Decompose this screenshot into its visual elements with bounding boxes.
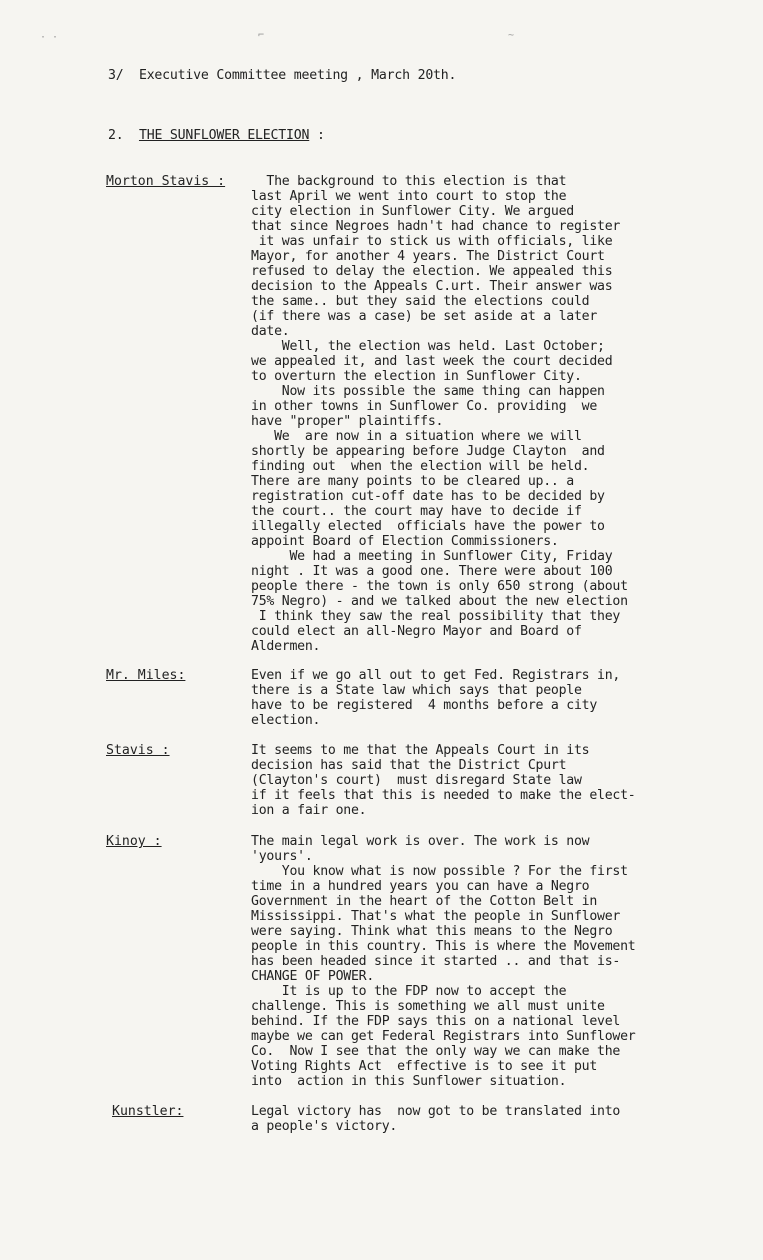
text-line: Voting Rights Act effective is to see it put [251, 1059, 598, 1074]
text-line: It seems to me that the Appeals Court in its [251, 743, 590, 758]
text-line: There are many points to be cleared up.. a [251, 474, 574, 489]
text-line: Legal victory has now got to be translated into [251, 1104, 621, 1119]
text-line: You know what is now possible ? For the first [251, 864, 628, 879]
text-line: (Clayton's court) must disregard State law [251, 773, 582, 788]
text-line: a people's victory. [251, 1119, 398, 1134]
entry-text [251, 743, 701, 818]
text-line: We are now in a situation where we will [251, 429, 582, 444]
text-line: time in a hundred years you can have a Negro [251, 879, 590, 894]
text-line: Well, the election was held. Last October; [251, 339, 605, 354]
text-line: that since Negroes hadn't had chance to register [251, 219, 621, 234]
section-colon: : [317, 128, 325, 143]
text-line: Co. Now I see that the only way we can make the [251, 1044, 621, 1059]
text-line: decision to the Appeals C.urt. Their answer was [251, 279, 613, 294]
text-line: Now its possible the same thing can happen [251, 384, 605, 399]
text-line: to overturn the election in Sunflower City. [251, 369, 582, 384]
entry-text [251, 668, 701, 728]
text-line: illegally elected officials have the power to [251, 519, 605, 534]
text-line: 'yours'. [251, 849, 313, 864]
page-header: 3/ Executive Committee meeting , March 20th. [108, 68, 457, 83]
text-line: if it feels that this is needed to make the elect- [251, 788, 636, 803]
text-line: Government in the heart of the Cotton Belt in [251, 894, 598, 909]
text-line: We had a meeting in Sunflower City, Friday [251, 549, 613, 564]
text-line: The main legal work is over. The work is now [251, 834, 590, 849]
text-line: (if there was a case) be set aside at a later [251, 309, 598, 324]
text-line: last April we went into court to stop the [251, 189, 567, 204]
text-line: 75% Negro) - and we talked about the new election [251, 594, 628, 609]
speaker-label: Morton Stavis : [106, 174, 226, 189]
text-line: could elect an all-Negro Mayor and Board of [251, 624, 582, 639]
text-line: Even if we go all out to get Fed. Registrars in, [251, 668, 621, 683]
text-line: the court.. the court may have to decide if [251, 504, 582, 519]
section-title: THE SUNFLOWER ELECTION [138, 128, 310, 143]
section-heading [108, 128, 325, 143]
text-line: were saying. Think what this means to the Negro [251, 924, 613, 939]
text-line: ion a fair one. [251, 803, 367, 818]
text-line: into action in this Sunflower situation. [251, 1074, 567, 1089]
text-line: The background to this election is that [251, 174, 567, 189]
text-line: the same.. but they said the elections could [251, 294, 590, 309]
scan-speck-mark: · · [40, 32, 59, 43]
text-line: behind. If the FDP says this on a national level [251, 1014, 621, 1029]
text-line: have "proper" plaintiffs. [251, 414, 444, 429]
scan-speck-mark: ⌐ [258, 30, 265, 41]
entry-text [251, 1104, 701, 1134]
text-line: election. [251, 713, 321, 728]
speaker-label: Kunstler: [112, 1104, 184, 1119]
text-line: people in this country. This is where the Movement [251, 939, 636, 954]
text-line: have to be registered 4 months before a city [251, 698, 598, 713]
text-line: Aldermen. [251, 639, 321, 654]
text-line: it was unfair to stick us with officials, like [251, 234, 613, 249]
text-line: challenge. This is something we all must unite [251, 999, 605, 1014]
text-line: decision has said that the District Cpurt [251, 758, 567, 773]
text-line: there is a State law which says that people [251, 683, 582, 698]
text-line: in other towns in Sunflower Co. providing we [251, 399, 598, 414]
scan-speck-mark: ~ [508, 30, 515, 41]
text-line: Mississippi. That's what the people in Sunflower [251, 909, 621, 924]
text-line: maybe we can get Federal Registrars into Sunflower [251, 1029, 636, 1044]
text-line: city election in Sunflower City. We argued [251, 204, 574, 219]
speaker-label: Mr. Miles: [106, 668, 186, 683]
text-line: we appealed it, and last week the court decided [251, 354, 613, 369]
text-line: night . It was a good one. There were about 100 [251, 564, 613, 579]
text-line: appoint Board of Election Commissioners. [251, 534, 559, 549]
text-line: finding out when the election will be held. [251, 459, 590, 474]
text-line: CHANGE OF POWER. [251, 969, 375, 984]
section-number: 2. [108, 128, 124, 143]
text-line: It is up to the FDP now to accept the [251, 984, 567, 999]
text-line: shortly be appearing before Judge Clayton and [251, 444, 605, 459]
text-line: people there - the town is only 650 strong (about [251, 579, 628, 594]
text-line: has been headed since it started .. and that is- [251, 954, 621, 969]
text-line: I think they saw the real possibility that they [251, 609, 621, 624]
entry-text [251, 834, 701, 1089]
text-line: refused to delay the election. We appealed this [251, 264, 613, 279]
speaker-label: Kinoy : [106, 834, 162, 849]
speaker-label: Stavis : [106, 743, 170, 758]
text-line: registration cut-off date has to be decided by [251, 489, 605, 504]
text-line: date. [251, 324, 290, 339]
entry-text [251, 174, 701, 654]
text-line: Mayor, for another 4 years. The District Court [251, 249, 605, 264]
